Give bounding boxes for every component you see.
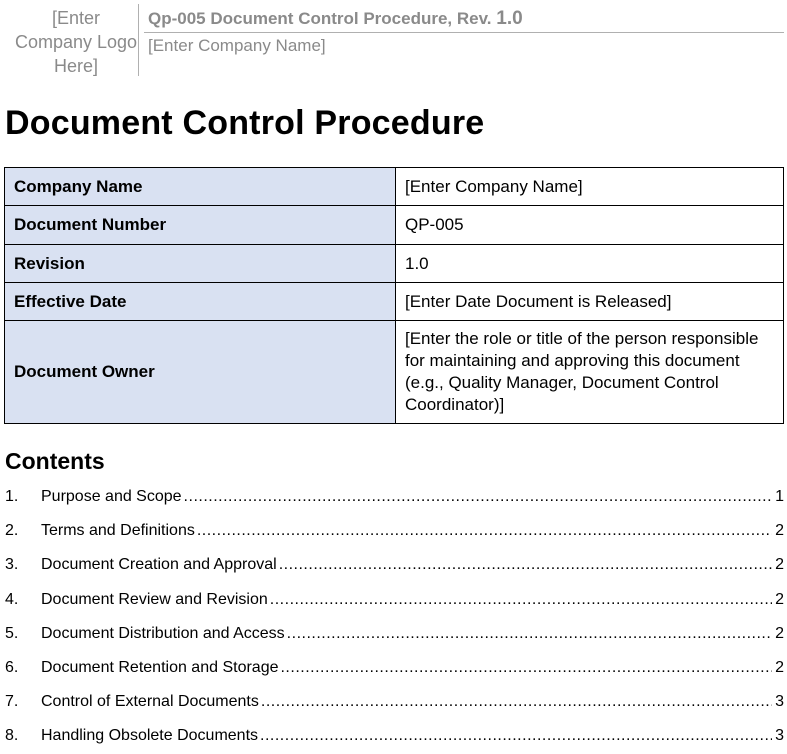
toc-item[interactable]: [5, 651, 784, 685]
toc-page: 3: [775, 727, 784, 745]
document-title: Document Control Procedure: [5, 104, 485, 142]
header-title: [148, 8, 523, 30]
header-rule: [144, 32, 784, 33]
toc-number: 5.: [5, 624, 19, 642]
toc-page: 2: [775, 522, 784, 540]
info-label: Document Owner: [5, 321, 396, 424]
toc-title[interactable]: Control of External Documents: [41, 693, 259, 711]
toc-leader: [280, 659, 772, 677]
toc-page: 2: [775, 659, 784, 677]
info-label: Company Name: [5, 168, 396, 206]
header-company-name: [Enter Company Name]: [148, 36, 326, 55]
toc-page: 2: [775, 590, 784, 608]
header-revision: 1.0: [496, 8, 523, 29]
toc-leader: [197, 522, 772, 540]
toc-leader: [261, 693, 772, 711]
info-value: [Enter Company Name]: [396, 168, 784, 206]
toc-number: 4.: [5, 590, 19, 608]
toc-leader: [287, 625, 772, 643]
toc-title[interactable]: Document Retention and Storage: [41, 659, 279, 677]
toc-item[interactable]: [5, 685, 784, 719]
toc-page: 2: [775, 556, 784, 574]
table-row: [5, 206, 784, 245]
info-value: [Enter the role or title of the person responsible for maintaining and approving this document (e.g., Quality Manager, Document Control Coordinator)]: [396, 321, 784, 424]
table-of-contents: [5, 480, 784, 754]
info-label: Effective Date: [5, 283, 396, 321]
info-label: Revision: [5, 245, 396, 283]
toc-item[interactable]: [5, 514, 784, 548]
page-header: [0, 0, 787, 80]
toc-leader: [279, 556, 772, 574]
toc-page: 3: [775, 693, 784, 711]
toc-item[interactable]: [5, 480, 784, 514]
toc-page: 2: [775, 624, 784, 642]
toc-page: 1: [775, 488, 784, 506]
toc-number: 1.: [5, 488, 19, 506]
table-row: [5, 245, 784, 283]
toc-number: 3.: [5, 556, 19, 574]
toc-leader: [184, 488, 772, 506]
table-row: [5, 321, 784, 424]
toc-item[interactable]: [5, 617, 784, 651]
toc-number: 2.: [5, 522, 19, 540]
toc-title[interactable]: Document Review and Revision: [41, 590, 268, 608]
table-row: [5, 283, 784, 321]
toc-number: 7.: [5, 693, 19, 711]
toc-title[interactable]: Document Distribution and Access: [41, 624, 285, 642]
header-divider: [138, 4, 139, 76]
toc-item[interactable]: [5, 583, 784, 617]
contents-heading: Contents: [5, 448, 105, 474]
toc-item[interactable]: [5, 548, 784, 582]
info-value: QP-005: [396, 206, 784, 245]
toc-title[interactable]: Document Creation and Approval: [41, 556, 277, 574]
info-value: 1.0: [396, 245, 784, 283]
toc-title[interactable]: Terms and Definitions: [41, 522, 195, 540]
toc-number: 8.: [5, 727, 19, 745]
logo-placeholder: [Enter Company Logo Here]: [14, 8, 138, 76]
table-row: [5, 168, 784, 206]
toc-title[interactable]: Purpose and Scope: [41, 488, 182, 506]
toc-title[interactable]: Handling Obsolete Documents: [41, 727, 259, 745]
toc-item[interactable]: [5, 719, 784, 753]
info-value: [Enter Date Document is Released]: [396, 283, 784, 321]
toc-number: 6.: [5, 659, 19, 677]
info-label: Document Number: [5, 206, 396, 245]
header-title-text: Qp-005 Document Control Procedure, Rev.: [148, 9, 492, 28]
document-info-table: [4, 167, 784, 424]
toc-leader: [270, 591, 772, 609]
